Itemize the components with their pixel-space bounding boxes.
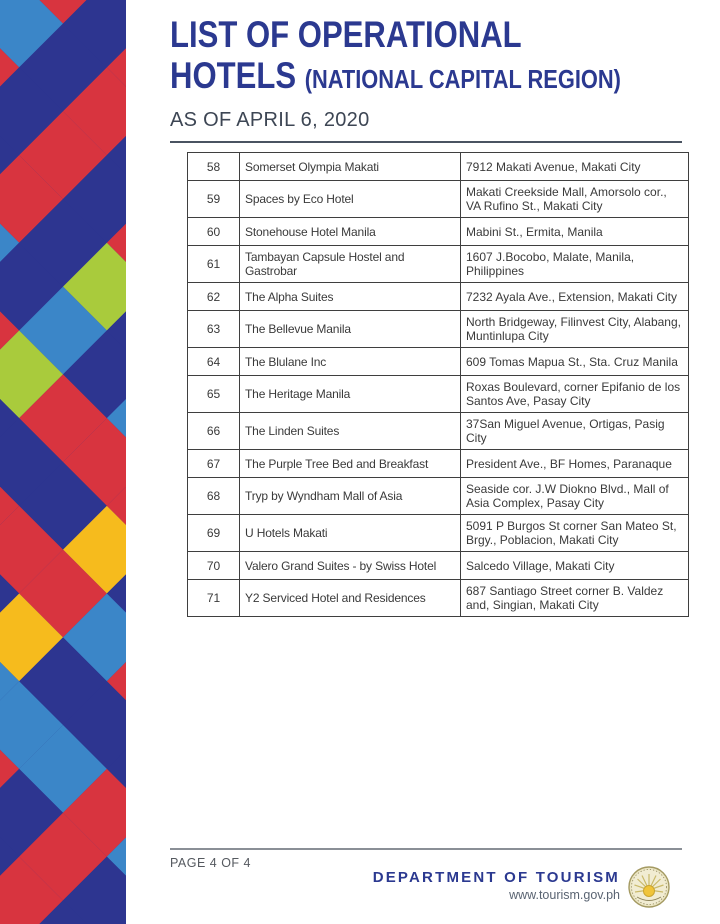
- table-row: [188, 450, 689, 478]
- row-number-cell: 62: [188, 283, 240, 311]
- department-name: DEPARTMENT OF TOURISM: [372, 869, 620, 886]
- hotel-name-cell: Somerset Olympia Makati: [240, 153, 461, 181]
- hotel-address-cell: 37San Miguel Avenue, Ortigas, Pasig City: [461, 413, 689, 450]
- footer-divider: [170, 848, 682, 850]
- row-number-cell: 61: [188, 246, 240, 283]
- hotel-address-cell: North Bridgeway, Filinvest City, Alabang, Muntinlupa City: [461, 311, 689, 348]
- hotel-name-cell: Tambayan Capsule Hostel and Gastrobar: [240, 246, 461, 283]
- hotel-address-cell: 7912 Makati Avenue, Makati City: [461, 153, 689, 181]
- dot-sun-seal-icon: [628, 866, 670, 908]
- row-number-cell: 59: [188, 181, 240, 218]
- hotel-address-cell: 1607 J.Bocobo, Malate, Manila, Philippines: [461, 246, 689, 283]
- hotels-table-body: [188, 153, 689, 617]
- table-row: [188, 348, 689, 376]
- hotel-name-cell: The Blulane Inc: [240, 348, 461, 376]
- hotel-address-cell: Salcedo Village, Makati City: [461, 552, 689, 580]
- row-number-cell: 64: [188, 348, 240, 376]
- page-header: [170, 14, 707, 143]
- table-row: [188, 376, 689, 413]
- weave-pattern: [0, 0, 126, 924]
- hotel-name-cell: The Bellevue Manila: [240, 311, 461, 348]
- hotel-address-cell: Mabini St., Ermita, Manila: [461, 218, 689, 246]
- table-row: [188, 218, 689, 246]
- as-of-date: AS OF APRIL 6, 2020: [170, 109, 370, 131]
- decorative-weave-strip: [0, 0, 126, 924]
- table-row: [188, 181, 689, 218]
- hotel-address-cell: 7232 Ayala Ave., Extension, Makati City: [461, 283, 689, 311]
- hotel-address-cell: 609 Tomas Mapua St., Sta. Cruz Manila: [461, 348, 689, 376]
- row-number-cell: 60: [188, 218, 240, 246]
- hotel-name-cell: U Hotels Makati: [240, 515, 461, 552]
- hotel-name-cell: The Purple Tree Bed and Breakfast: [240, 450, 461, 478]
- row-number-cell: 65: [188, 376, 240, 413]
- table-row: [188, 478, 689, 515]
- hotel-name-cell: Valero Grand Suites - by Swiss Hotel: [240, 552, 461, 580]
- table-row: [188, 153, 689, 181]
- row-number-cell: 58: [188, 153, 240, 181]
- hotel-address-cell: President Ave., BF Homes, Paranaque: [461, 450, 689, 478]
- row-number-cell: 66: [188, 413, 240, 450]
- hotel-address-cell: Makati Creekside Mall, Amorsolo cor., VA Rufino St., Makati City: [461, 181, 689, 218]
- hotel-address-cell: 687 Santiago Street corner B. Valdez and, Singian, Makati City: [461, 580, 689, 617]
- hotel-address-cell: Seaside cor. J.W Diokno Blvd., Mall of Asia Complex, Pasay City: [461, 478, 689, 515]
- hotel-name-cell: Spaces by Eco Hotel: [240, 181, 461, 218]
- table-row: [188, 580, 689, 617]
- website-url: www.tourism.gov.ph: [509, 888, 620, 902]
- page-number-label: PAGE 4 OF 4: [170, 856, 251, 870]
- page-title-line2: [170, 55, 621, 100]
- table-row: [188, 283, 689, 311]
- table-row: [188, 311, 689, 348]
- hotel-name-cell: Tryp by Wyndham Mall of Asia: [240, 478, 461, 515]
- hotel-address-cell: Roxas Boulevard, corner Epifanio de los Santos Ave, Pasay City: [461, 376, 689, 413]
- hotel-address-cell: 5091 P Burgos St corner San Mateo St, Brgy., Poblacion, Makati City: [461, 515, 689, 552]
- page-title-region: (NATIONAL CAPITAL REGION): [304, 64, 621, 94]
- row-number-cell: 69: [188, 515, 240, 552]
- row-number-cell: 67: [188, 450, 240, 478]
- table-row: [188, 552, 689, 580]
- table-row: [188, 515, 689, 552]
- table-row: [188, 246, 689, 283]
- page-title-line1: LIST OF OPERATIONAL: [170, 14, 522, 55]
- page-title-hotels: HOTELS: [170, 55, 305, 96]
- table-row: [188, 413, 689, 450]
- hotel-name-cell: The Linden Suites: [240, 413, 461, 450]
- hotels-table: [187, 152, 689, 617]
- hotel-name-cell: The Alpha Suites: [240, 283, 461, 311]
- hotel-name-cell: Stonehouse Hotel Manila: [240, 218, 461, 246]
- row-number-cell: 71: [188, 580, 240, 617]
- row-number-cell: 63: [188, 311, 240, 348]
- header-divider: [170, 141, 682, 143]
- footer-org-block: [373, 869, 620, 902]
- row-number-cell: 70: [188, 552, 240, 580]
- hotel-name-cell: The Heritage Manila: [240, 376, 461, 413]
- hotel-name-cell: Y2 Serviced Hotel and Residences: [240, 580, 461, 617]
- row-number-cell: 68: [188, 478, 240, 515]
